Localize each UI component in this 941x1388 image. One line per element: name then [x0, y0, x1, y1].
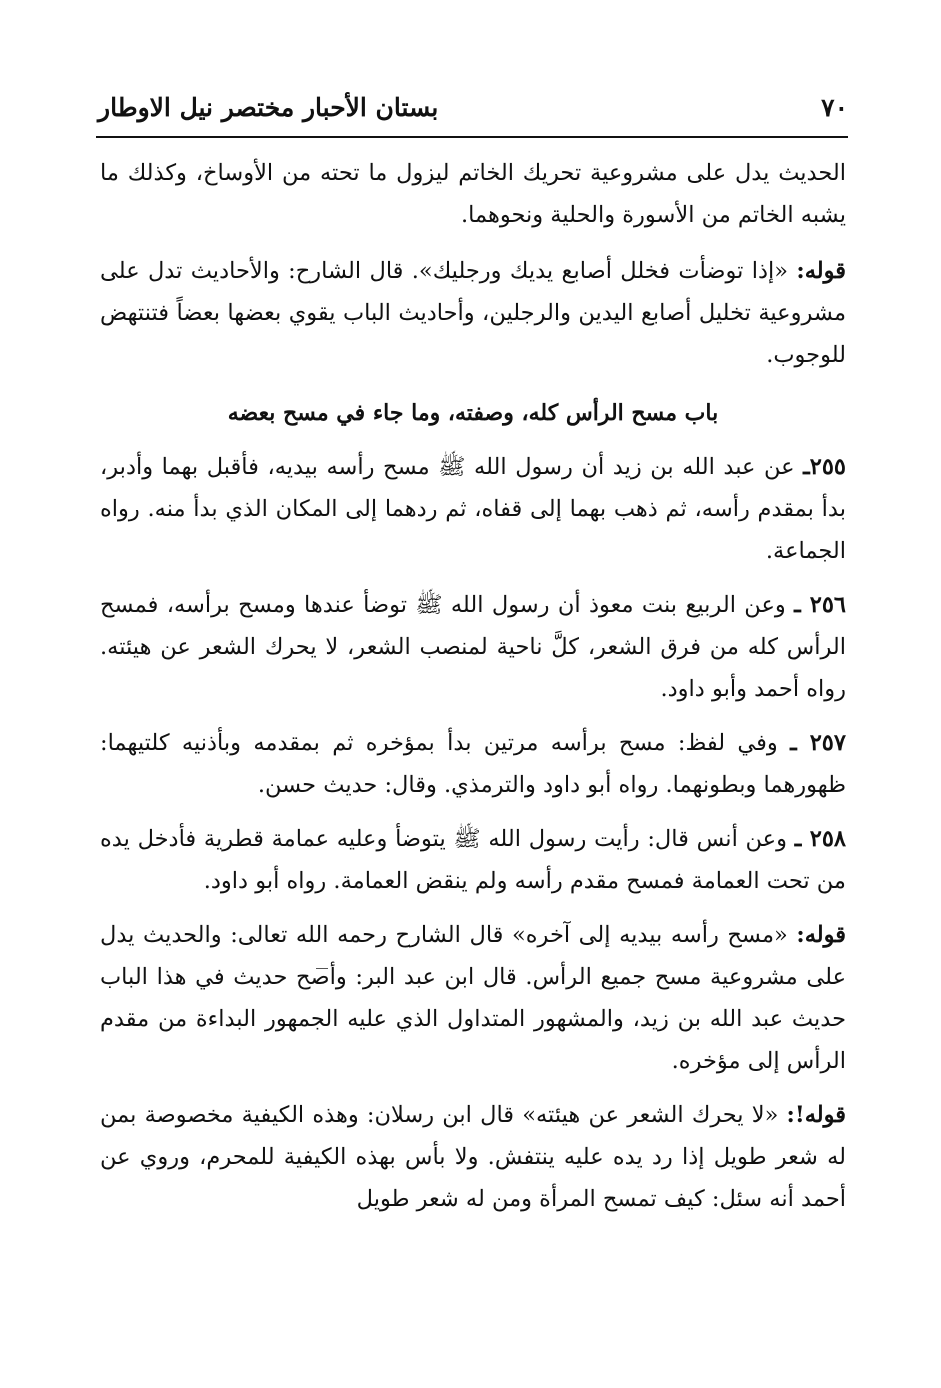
paragraph-commentary-fingers	[100, 250, 846, 376]
paragraph-text: الحديث يدل على مشروعية تحريك الخاتم ليزول ما تحته من الأوساخ، وكذلك ما يشبه الخاتم من الأسورة والحلية ونحوهما.	[100, 160, 846, 228]
hadith-255	[100, 446, 846, 572]
hadith-257	[100, 722, 846, 806]
commentary-keyword: قوله:	[796, 258, 846, 284]
hadith-number: ٢٥٥ـ	[803, 454, 846, 480]
paragraph-text: «مسح رأسه بيديه إلى آخره» قال الشارح رحمه الله تعالى: والحديث يدل على مشروعية مسح جميع الرأس. قال ابن عبد البر: وأصح حديث في هذا الباب حديث عبد الله بن زيد، والمشهور المتداول الذي عليه الجمهور البداءة من مقدم الرأس إلى مؤخره.	[100, 922, 846, 1074]
paragraph-commentary-head	[100, 914, 846, 1082]
hadith-number: ٢٥٧ ـ	[790, 730, 846, 756]
hadith-text: وفي لفظ: مسح برأسه مرتين بدأ بمؤخره ثم بمقدمه وبأذنيه كلتيهما: ظهورهما وبطونهما. رواه أبو داود والترمذي. وقال: حديث حسن.	[100, 730, 846, 798]
hadith-number: ٢٥٦ ـ	[794, 592, 846, 618]
page-number: ٧٠	[821, 93, 848, 122]
stray-mark	[316, 968, 328, 969]
running-title: بستان الأحبار مختصر نيل الاوطار	[98, 93, 439, 122]
hadith-text: عن عبد الله بن زيد أن رسول الله ﷺ مسح رأسه بيديه، فأقبل بهما وأدبر، بدأ بمقدم رأسه، ثم ذهب بهما إلى قفاه، ثم ردهما إلى المكان الذي بدأ منه. رواه الجماعة.	[100, 454, 846, 564]
running-header	[98, 82, 848, 122]
paragraph-text: «لا يحرك الشعر عن هيئته» قال ابن رسلان: وهذه الكيفية مخصوصة بمن له شعر طويل إذا رد يده عليه ينتفش. ولا بأس بهذه الكيفية للمحرم، وروي عن أحمد أنه سئل: كيف تمسح المرأة ومن له شعر طويل	[100, 1102, 846, 1212]
hadith-text: وعن الربيع بنت معوذ أن رسول الله ﷺ توضأ عندها ومسح برأسه، فمسح الرأس كله من فرق الشعر، كلَّ ناحية لمنصب الشعر، لا يحرك الشعر عن هيئته. رواه أحمد وأبو داود.	[100, 592, 846, 702]
page-body	[100, 152, 846, 1232]
hadith-258	[100, 818, 846, 902]
hadith-256	[100, 584, 846, 710]
hadith-text: وعن أنس قال: رأيت رسول الله ﷺ يتوضأ وعليه عمامة قطرية فأدخل يده من تحت العمامة فمسح مقدم رأسه ولم ينقض العمامة. رواه أبو داود.	[100, 826, 846, 894]
paragraph-commentary-hair	[100, 1094, 846, 1220]
chapter-heading: باب مسح الرأس كله، وصفته، وما جاء في مسح بعضه	[227, 400, 719, 426]
commentary-keyword: قوله!:	[786, 1102, 847, 1128]
header-rule	[96, 136, 848, 138]
paragraph-commentary-ring	[100, 152, 846, 236]
hadith-number: ٢٥٨ ـ	[794, 826, 847, 852]
paragraph-text: «إذا توضأت فخلل أصابع يديك ورجليك». قال الشارح: والأحاديث تدل على مشروعية تخليل أصابع اليدين والرجلين، وأحاديث الباب يقوي بعضها بعضاً فتنتهض للوجوب.	[100, 258, 846, 368]
commentary-keyword: قوله:	[796, 922, 846, 948]
